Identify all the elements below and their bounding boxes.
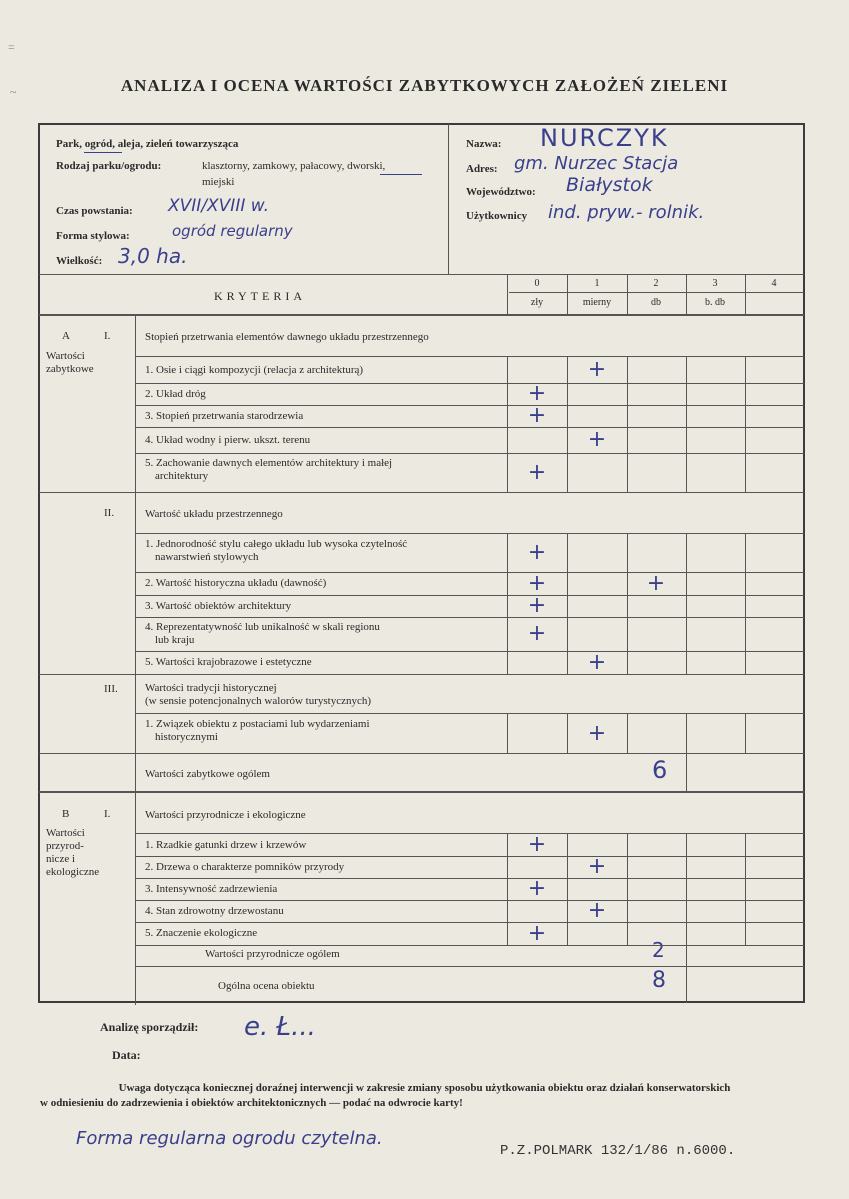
col-rule bbox=[745, 383, 746, 405]
section-a-total-value: 6 bbox=[652, 756, 668, 784]
col-rule bbox=[627, 617, 628, 651]
row-rule bbox=[136, 617, 804, 618]
col-rule bbox=[745, 427, 746, 453]
criterion-label: 2. Układ dróg bbox=[145, 387, 206, 400]
col-rule bbox=[686, 834, 687, 856]
col-rule bbox=[686, 274, 687, 314]
col-rule bbox=[686, 878, 687, 900]
scale-label-3: b. db bbox=[705, 297, 725, 308]
rule bbox=[136, 713, 804, 714]
rating-mark: + bbox=[527, 381, 547, 406]
row-rule bbox=[136, 383, 804, 384]
col-rule bbox=[686, 753, 687, 791]
col-rule bbox=[567, 900, 568, 922]
section-b-name-2: przyrod- bbox=[46, 840, 84, 852]
uwaga-line-1: Uwaga dotycząca koniecznej doraźnej interwencji w zakresie zmiany sposobu użytkowania obiektu oraz działań konserwatorskich bbox=[118, 1082, 731, 1094]
col-rule bbox=[627, 856, 628, 878]
col-rule bbox=[686, 617, 687, 651]
rating-mark: + bbox=[527, 876, 547, 901]
col-rule bbox=[507, 922, 508, 945]
col-rule bbox=[627, 357, 628, 383]
rating-mark: + bbox=[527, 832, 547, 857]
nazwa-label: Nazwa: bbox=[466, 138, 502, 150]
col-rule bbox=[567, 427, 568, 453]
uzytk-label: Użytkownicy bbox=[466, 210, 528, 222]
col-rule bbox=[745, 922, 746, 945]
row-rule bbox=[136, 595, 804, 596]
col-rule bbox=[627, 651, 628, 674]
scale-4: 4 bbox=[771, 278, 777, 289]
row-rule bbox=[136, 492, 804, 493]
criterion-label: 1. Osie i ciągi kompozycji (relacja z architekturą) bbox=[145, 363, 364, 376]
row-rule bbox=[136, 753, 804, 754]
col-rule bbox=[567, 878, 568, 900]
adres-value: gm. Nurzec Stacja bbox=[514, 153, 679, 174]
col-rule bbox=[745, 572, 746, 595]
scale-0: 0 bbox=[534, 278, 540, 289]
rating-mark: + bbox=[587, 357, 607, 382]
col-rule bbox=[567, 572, 568, 595]
scan-mark: ~ bbox=[10, 85, 17, 99]
overall-label: Ogólna ocena obiektu bbox=[218, 980, 315, 992]
row-rule bbox=[136, 651, 804, 652]
row-rule bbox=[136, 453, 804, 454]
col-rule bbox=[745, 617, 746, 651]
row-rule bbox=[136, 922, 804, 923]
row-rule bbox=[136, 674, 804, 675]
rating-mark: + bbox=[527, 540, 547, 565]
col-rule bbox=[507, 834, 508, 856]
rating-mark: + bbox=[587, 649, 607, 675]
rule bbox=[509, 292, 804, 293]
col-rule bbox=[567, 617, 568, 651]
section-b-name-4: ekologiczne bbox=[46, 866, 100, 878]
criterion-label: 1. Rzadkie gatunki drzew i krzewów bbox=[145, 838, 307, 851]
rating-mark: + bbox=[587, 720, 607, 746]
col-rule bbox=[745, 834, 746, 856]
analiza-label: Analizę sporządził: bbox=[100, 1020, 199, 1034]
criterion-label: 3. Intensywność zadrzewienia bbox=[145, 882, 278, 895]
col-rule bbox=[686, 405, 687, 427]
scale-label-1: mierny bbox=[582, 297, 612, 308]
overall-value: 8 bbox=[652, 968, 666, 993]
col-rule bbox=[745, 595, 746, 617]
col-rule bbox=[745, 534, 746, 572]
uzytk-value: ind. pryw.- rolnik. bbox=[548, 202, 705, 223]
section-b-name-1: Wartości bbox=[46, 827, 85, 839]
col-rule bbox=[686, 856, 687, 878]
col-rule bbox=[567, 405, 568, 427]
scale-3: 3 bbox=[712, 278, 718, 289]
rating-mark: + bbox=[527, 459, 547, 485]
scale-2: 2 bbox=[653, 278, 659, 289]
col-rule bbox=[507, 534, 508, 572]
handwritten-note: Forma regularna ogrodu czytelna. bbox=[76, 1128, 383, 1149]
woj-label: Województwo: bbox=[466, 186, 536, 198]
col-rule bbox=[627, 383, 628, 405]
criterion-label: 5. Wartości krajobrazowe i estetyczne bbox=[145, 656, 312, 668]
rule bbox=[39, 791, 804, 793]
section-b-total: Wartości przyrodnicze ogólem bbox=[205, 948, 340, 960]
printer-mark: P.Z.POLMARK 132/1/86 n.6000. bbox=[500, 1143, 736, 1159]
row-rule bbox=[136, 856, 804, 857]
col-rule bbox=[686, 357, 687, 383]
col-rule bbox=[745, 651, 746, 674]
section-a3-roman: III. bbox=[104, 683, 118, 695]
section-a3-title-2: (w sensie potencjonalnych walorów turystycznych) bbox=[145, 695, 372, 707]
col-rule bbox=[745, 405, 746, 427]
scan-mark: = bbox=[8, 40, 15, 54]
col-rule bbox=[627, 572, 628, 595]
criterion-label: 1. Jednorodność stylu całego układu lub wysoka czytelność bbox=[145, 538, 408, 550]
col-rule bbox=[507, 383, 508, 405]
criterion-label-2: lub kraju bbox=[155, 634, 195, 646]
col-rule bbox=[627, 427, 628, 453]
criterion-label-2: historycznymi bbox=[155, 731, 218, 743]
col-rule bbox=[627, 922, 628, 945]
czas-label: Czas powstania: bbox=[56, 205, 133, 217]
col-rule bbox=[745, 357, 746, 383]
col-rule bbox=[567, 856, 568, 878]
col-rule bbox=[745, 856, 746, 878]
section-a-roman: I. bbox=[104, 330, 111, 342]
criterion-label: 4. Układ wodny i pierw. ukszt. terenu bbox=[145, 433, 311, 446]
col-rule bbox=[507, 714, 508, 753]
col-rule bbox=[507, 427, 508, 453]
section-b-name-3: nicze i bbox=[46, 853, 76, 865]
section-a-total: Wartości zabytkowe ogólem bbox=[145, 768, 270, 780]
col-rule bbox=[686, 900, 687, 922]
section-b-total-value: 2 bbox=[652, 938, 665, 962]
section-b1-title: Wartości przyrodnicze i ekologiczne bbox=[145, 809, 306, 821]
section-b-letter: B bbox=[62, 808, 70, 820]
uwaga-line-2: w odniesieniu do zadrzewienia i obiektów architektonicznych — podać na odwrocie karty! bbox=[40, 1097, 463, 1109]
rating-mark: + bbox=[527, 621, 547, 646]
rodzaj-options: klasztorny, zamkowy, pałacowy, dworski, bbox=[202, 160, 386, 172]
col-rule bbox=[567, 595, 568, 617]
rule bbox=[136, 356, 804, 357]
criterion-label: 3. Wartość obiektów architektury bbox=[145, 599, 292, 612]
section-a3-title-1: Wartości tradycji historycznej bbox=[145, 682, 277, 694]
col-rule bbox=[567, 453, 568, 492]
col-rule bbox=[507, 595, 508, 617]
rule bbox=[136, 966, 804, 967]
criterion-label: 2. Drzewa o charakterze pomników przyrody bbox=[145, 860, 345, 873]
rule bbox=[136, 833, 804, 834]
rating-mark: + bbox=[527, 570, 547, 596]
col-rule bbox=[507, 274, 508, 314]
col-rule bbox=[686, 651, 687, 674]
row-rule bbox=[136, 427, 804, 428]
rating-mark: + bbox=[587, 427, 607, 452]
criterion-label: 3. Stopień przetrwania starodrzewia bbox=[145, 409, 304, 422]
col-rule bbox=[567, 383, 568, 405]
section-b-roman: I. bbox=[104, 808, 111, 820]
col-rule bbox=[686, 453, 687, 492]
col-rule bbox=[745, 878, 746, 900]
section-a-name: Wartości zabytkowe bbox=[46, 350, 94, 375]
col-rule bbox=[567, 534, 568, 572]
col-rule bbox=[686, 534, 687, 572]
row-rule bbox=[136, 945, 804, 946]
forma-label: Forma stylowa: bbox=[56, 230, 130, 242]
section-a1-title: Stopień przetrwania elementów dawnego układu przestrzennego bbox=[145, 331, 429, 343]
underline-dworski bbox=[380, 174, 422, 175]
col-rule bbox=[745, 714, 746, 753]
col-rule bbox=[686, 714, 687, 753]
rating-mark: + bbox=[527, 593, 547, 618]
row-rule bbox=[136, 900, 804, 901]
col-rule bbox=[567, 651, 568, 674]
col-rule bbox=[745, 900, 746, 922]
col-rule bbox=[627, 878, 628, 900]
wielkosc-value: 3,0 ha. bbox=[118, 244, 188, 268]
row-rule bbox=[136, 572, 804, 573]
criterion-label: 5. Znaczenie ekologiczne bbox=[145, 927, 258, 939]
rodzaj-label: Rodzaj parku/ogrodu: bbox=[56, 160, 162, 172]
criterion-label: 1. Związek obiektu z postaciami lub wydarzeniami bbox=[145, 718, 370, 730]
rule bbox=[39, 314, 804, 316]
rating-mark: + bbox=[646, 570, 666, 596]
scale-label-0: zły bbox=[530, 297, 544, 308]
col-rule bbox=[686, 922, 687, 945]
park-label: Park, ogród, aleja, zieleń towarzysząca bbox=[56, 138, 239, 150]
rule bbox=[136, 533, 804, 534]
col-rule bbox=[686, 945, 687, 1003]
woj-value: Białystok bbox=[566, 174, 653, 196]
col-rule bbox=[627, 595, 628, 617]
row-rule bbox=[136, 405, 804, 406]
col-rule bbox=[627, 834, 628, 856]
col-rule bbox=[745, 274, 746, 314]
criterion-label: 4. Reprezentatywność lub unikalność w skali regionu bbox=[145, 621, 380, 633]
criterion-label: 4. Stan zdrowotny drzewostanu bbox=[145, 904, 284, 917]
section-a2-roman: II. bbox=[104, 507, 115, 519]
scale-label-2: db bbox=[651, 297, 661, 308]
col-rule bbox=[567, 357, 568, 383]
col-rule bbox=[567, 714, 568, 753]
col-rule bbox=[627, 453, 628, 492]
analiza-signature: e. Ł... bbox=[244, 1012, 316, 1042]
col-rule bbox=[567, 834, 568, 856]
col-rule bbox=[567, 274, 568, 314]
data-label: Data: bbox=[112, 1048, 141, 1062]
col-rule bbox=[507, 572, 508, 595]
criterion-label: 2. Wartość historyczna układu (dawność) bbox=[145, 577, 327, 589]
section-a-letter: A bbox=[62, 330, 70, 342]
col-rule bbox=[627, 405, 628, 427]
underline-ogrod bbox=[84, 152, 122, 153]
nazwa-value: NURCZYK bbox=[540, 124, 669, 152]
col-rule bbox=[686, 595, 687, 617]
criterion-label: 5. Zachowanie dawnych elementów architektury i małej bbox=[145, 457, 393, 469]
rule bbox=[39, 274, 804, 275]
col-rule bbox=[567, 922, 568, 945]
col-rule bbox=[507, 900, 508, 922]
rodzaj-options-2: miejski bbox=[202, 176, 235, 188]
col-rule bbox=[686, 427, 687, 453]
adres-label: Adres: bbox=[466, 163, 498, 175]
rating-mark: + bbox=[587, 898, 607, 923]
section-divider bbox=[135, 315, 136, 1005]
col-rule bbox=[627, 714, 628, 753]
col-rule bbox=[507, 878, 508, 900]
criterion-label-2: architektury bbox=[155, 470, 209, 482]
col-rule bbox=[627, 534, 628, 572]
col-rule bbox=[507, 357, 508, 383]
section-a2-title: Wartość układu przestrzennego bbox=[145, 508, 283, 520]
scale-1: 1 bbox=[594, 278, 600, 289]
col-rule bbox=[627, 274, 628, 314]
col-rule bbox=[686, 572, 687, 595]
col-rule bbox=[627, 900, 628, 922]
col-rule bbox=[507, 405, 508, 427]
forma-value: ogród regularny bbox=[172, 222, 293, 240]
col-rule bbox=[507, 856, 508, 878]
info-divider bbox=[448, 124, 449, 274]
form-title: ANALIZA I OCENA WARTOŚCI ZABYTKOWYCH ZAŁOŻEŃ ZIELENI bbox=[120, 76, 729, 95]
col-rule bbox=[686, 383, 687, 405]
col-rule bbox=[507, 651, 508, 674]
col-rule bbox=[507, 617, 508, 651]
criterion-label-2: nawarstwień stylowych bbox=[155, 551, 259, 563]
wielkosc-label: Wielkość: bbox=[56, 255, 103, 267]
col-rule bbox=[745, 453, 746, 492]
kryteria-header: KRYTERIA bbox=[214, 289, 306, 303]
col-rule bbox=[507, 453, 508, 492]
rating-mark: + bbox=[527, 920, 547, 946]
rating-mark: + bbox=[587, 854, 607, 879]
row-rule bbox=[136, 878, 804, 879]
czas-value: XVII/XVIII w. bbox=[168, 196, 269, 216]
rating-mark: + bbox=[527, 403, 547, 428]
